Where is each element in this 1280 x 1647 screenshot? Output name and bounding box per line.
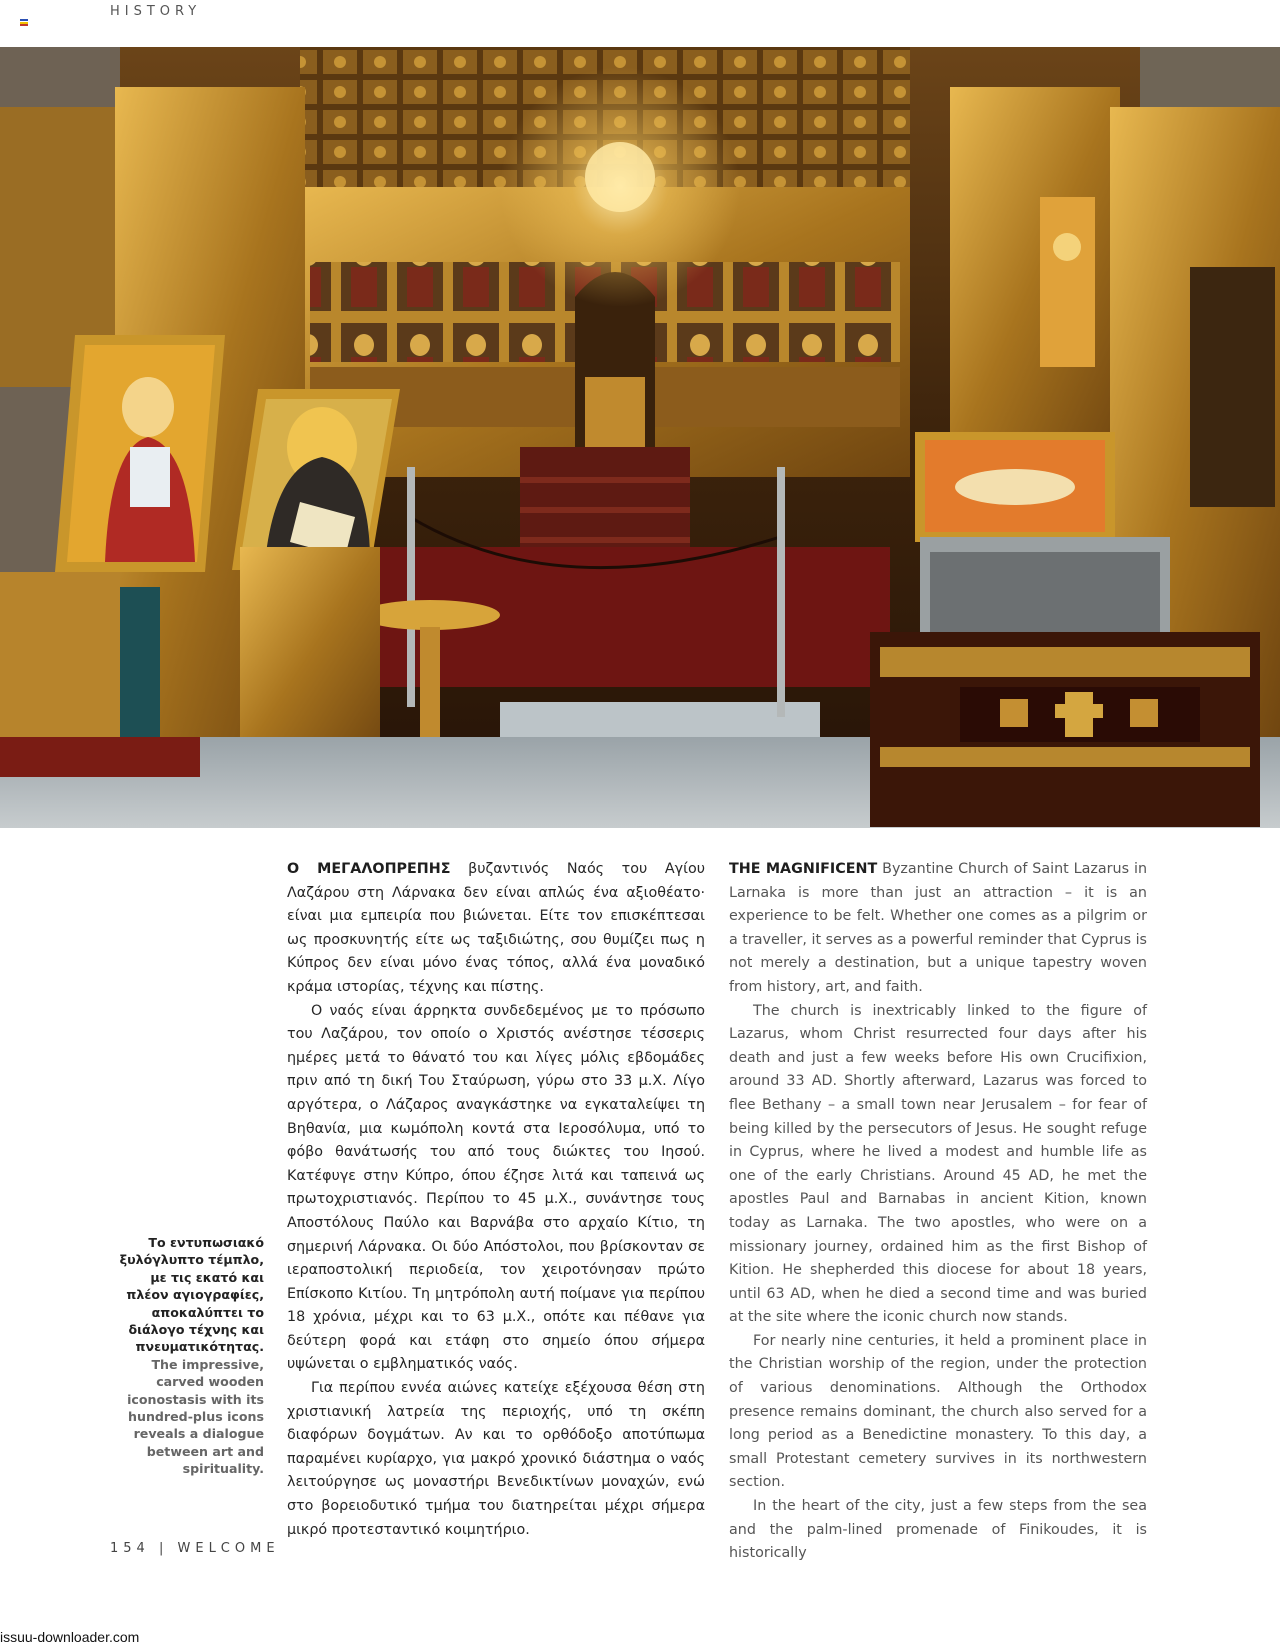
magazine-name: WELCOME <box>177 1541 280 1556</box>
english-lead: THE MAGNIFICENT <box>729 861 878 877</box>
photo-caption <box>118 1234 264 1478</box>
page-folio <box>110 1541 280 1556</box>
caption-greek: Το εντυπωσιακό ξυλόγλυπτο τέμπλο, με τις εκατό και πλέον αγιογραφίες, αποκαλύπτει το διάλογο τέχνης και πνευματικότητας. <box>119 1235 264 1355</box>
flag-stripe-red <box>20 24 28 26</box>
english-paragraph-4: In the heart of the city, just a few steps from the sea and the palm-lined promenade of Finikoudes, it is historically <box>729 1498 1147 1562</box>
english-paragraph-3: For nearly nine centuries, it held a prominent place in the Christian worship of the region, under the protection of various denominations. Although the Orthodox presence remains dominant, the church also served for a long period as a Benedictine monastery. To this day, a small Protestant cemetery survives in its northwestern section. <box>729 1332 1147 1491</box>
english-paragraph-1 <box>729 858 1147 1000</box>
english-paragraph-2: The church is inextricably linked to the figure of Lazarus, whom Christ resurrected four days after his death and just a few weeks before His own Crucifixion, around 33 AD. Shortly afterward, Lazarus was forced to flee Bethany – a small town near Jerusalem – for fear of being killed by the persecutors of Jesus. He sought refuge in Cyprus, where he lived a modest and humble life as one of the early Christians. Around 45 AD, he met the apostles Paul and Barnabas in ancient Kition, known today as Larnaka. The two apostles, who were on a missionary journey, ordained him as the first Bishop of Kition. He shepherded this diocese for about 18 years, until 63 AD, when he died a second time and was buried at the site where the iconic church now stands. <box>729 1002 1147 1326</box>
greek-paragraph-2: Ο ναός είναι άρρηκτα συνδεδεμένος με το πρόσωπο του Λαζάρου, τον οποίο ο Χριστός ανέστησε τέσσερις ημέρες μετά το θάνατό του και λίγες μόλις εβδομάδες πριν από τη δική Του Σταύρωση, γύρω στο 33 μ.Χ. Λίγο αργότερα, ο Λάζαρος αναγκάστηκε να εγκαταλείψει τη Βηθανία, μια κωμόπολη κοντά στα Ιεροσόλυμα, υπό το φόβο θανάτωσής του από τους διώκτες του Ιησού. Κατέφυγε στην Κύπρο, όπου έζησε λιτά και ταπεινά ως πρωτοχριστιανός. Περίπου το 45 μ.Χ., συνάντησε τους Αποστόλους Παύλο και Βαρνάβα στο αρχαίο Κίτιο, τη σημερινή Λάρνακα. Οι δύο Απόστολοι, που βρίσκονταν σε ιεραποστολική περιοδεία, τον χειροτόνησαν πρώτο Επίσκοπο Κιτίου. Τη μητρόπολη αυτή ποίμανε για περίπου 18 χρόνια, μέχρι και το 63 μ.Χ., οπότε και πέθανε για δεύτερη φορά και ετάφη στο σημείο όπου σήμερα υψώνεται ο εμβληματικός ναός. <box>287 1002 705 1373</box>
section-label: HISTORY <box>110 4 202 19</box>
watermark-link[interactable]: issuu-downloader.com <box>0 1629 140 1645</box>
flag-icon <box>20 19 28 26</box>
folio-separator: | <box>158 1541 169 1556</box>
greek-paragraph-1 <box>287 858 705 1000</box>
page-number: 154 <box>110 1541 150 1556</box>
church-interior-photo <box>0 47 1280 828</box>
article-column-english <box>729 858 1147 1566</box>
greek-lead: Ο ΜΕΓΑΛΟΠΡΕΠΗΣ <box>287 861 451 877</box>
caption-english: The impressive, carved wooden iconostasis with its hundred-plus icons reveals a dialogue between art and spirituality. <box>127 1356 264 1477</box>
greek-paragraph-3: Για περίπου εννέα αιώνες κατείχε εξέχουσα θέση στη χριστιανική λατρεία της περιοχής, υπό τη σκέπη διαφόρων δογμάτων. Αν και το ορθόδοξο αποτύπωμα παραμένει κυρίαρχο, για μακρό χρονικό διάστημα ο ναός λειτούργησε ως μοναστήρι Βενεδικτίνων μοναχών, ενώ στο βορειοδυτικό τμήμα του διατηρείται μέχρι σήμερα μικρό προτεσταντικό κοιμητήριο. <box>287 1380 705 1538</box>
article-column-greek <box>287 858 705 1542</box>
greek-paragraph-1-text: βυζαντινός Ναός του Αγίου Λαζάρου στη Λάρνακα δεν είναι απλώς ένα αξιοθέατο· είναι μια εμπειρία που βιώνεται. Είτε τον επισκέπτεσαι ως προσκυνητής είτε ως ταξιδιώτης, σου θυμίζει πως η Κύπρος δεν είναι μόνο ένας τόπος, αλλά ένα μοναδικό κράμα ιστορίας, τέχνης και πίστης. <box>287 861 705 995</box>
english-paragraph-1-text: Byzantine Church of Saint Lazarus in Larnaka is more than just an attraction – it is an experience to be felt. Whether one comes as a pilgrim or a traveller, it serves as a powerful reminder that Cyprus is not merely a destination, but a unique tapestry woven from history, art, and faith. <box>729 861 1147 995</box>
